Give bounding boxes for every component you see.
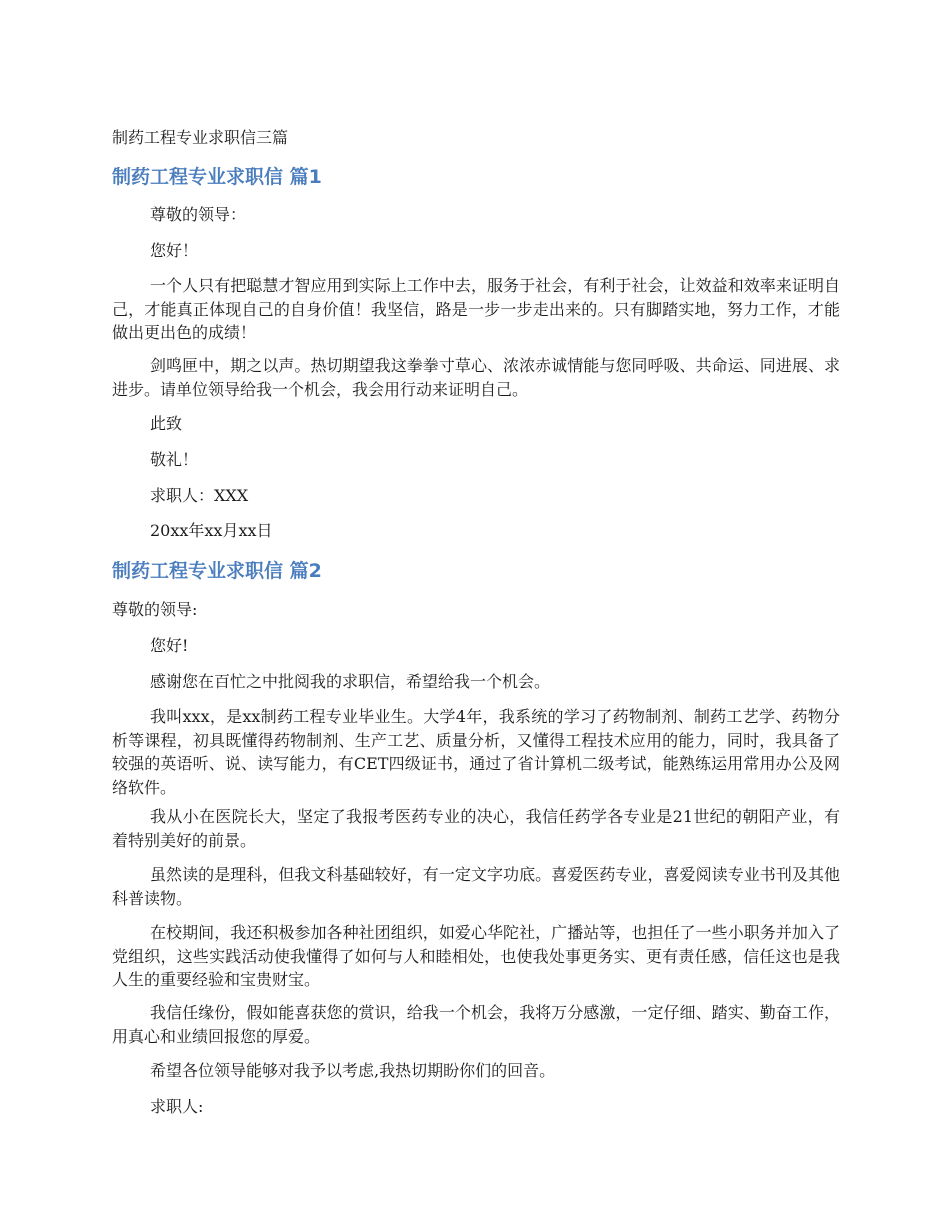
section-2-heading: 制药工程专业求职信 篇2 bbox=[112, 560, 322, 582]
section-1-signature: 求职人：XXX bbox=[150, 486, 249, 505]
section-1-salutation: 尊敬的领导： bbox=[150, 205, 247, 224]
section-2-signature: 求职人: bbox=[150, 1097, 204, 1116]
section-2-paragraph-7: 希望各位领导能够对我予以考虑,我热切期盼你们的回音。 bbox=[150, 1061, 556, 1080]
section-1-paragraph-2: 剑鸣匣中，期之以声。热切期望我这拳拳寸草心、浓浓赤诚情能与您同呼吸、共命运、同进展、求进步。请单位领导给我一个机会，我会用行动来证明自己。 bbox=[112, 356, 840, 399]
section-1-closing-1: 此致 bbox=[150, 414, 183, 433]
section-1-closing-2: 敬礼！ bbox=[150, 450, 199, 469]
section-1-date: 20xx年xx月xx日 bbox=[150, 521, 273, 540]
section-2-paragraph-2: 我叫xxx，是xx制药工程专业毕业生。大学4年，我系统的学习了药物制剂、制药工艺学、药物分析等课程，初具既懂得药物制剂、生产工艺、质量分析，又懂得工程技术应用的能力，同时，我具备了较强的英语听、说、读写能力，有CET四级证书，通过了省计算机二级考试，能熟练运用常用办公及网络软件。 bbox=[112, 707, 840, 797]
section-1-heading: 制药工程专业求职信 篇1 bbox=[112, 166, 322, 188]
section-1-greeting: 您好！ bbox=[150, 241, 199, 260]
section-2-paragraph-6: 我信任缘份，假如能喜获您的赏识，给我一个机会，我将万分感激，一定仔细、踏实、勤奋工作，用真心和业绩回报您的厚爱。 bbox=[112, 1003, 840, 1046]
section-2-paragraph-1: 感谢您在百忙之中批阅我的求职信，希望给我一个机会。 bbox=[150, 672, 551, 691]
section-2-paragraph-5: 在校期间，我还积极参加各种社团组织，如爱心华陀社，广播站等，也担任了一些小职务并加入了党组织，这些实践活动使我懂得了如何与人和睦相处，也使我处事更务实、更有责任感，信任这也是我人生的重要经验和宝贵财宝。 bbox=[112, 923, 840, 989]
document-title: 制药工程专业求职信三篇 bbox=[112, 128, 289, 147]
section-2-greeting: 您好! bbox=[150, 636, 189, 655]
section-1-paragraph-1: 一个人只有把聪慧才智应用到实际上工作中去，服务于社会，有利于社会，让效益和效率来证明自己，才能真正体现自己的自身价值！我坚信，路是一步一步走出来的。只有脚踏实地，努力工作，才能做出更出色的成绩！ bbox=[112, 276, 840, 342]
section-2-paragraph-3: 我从小在医院长大，坚定了我报考医药专业的决心，我信任药学各专业是21世纪的朝阳产业，有着特别美好的前景。 bbox=[112, 807, 840, 850]
section-2-salutation: 尊敬的领导: bbox=[112, 600, 198, 619]
section-2-paragraph-4: 虽然读的是理科，但我文科基础较好，有一定文字功底。喜爱医药专业，喜爱阅读专业书刊及其他科普读物。 bbox=[112, 865, 840, 908]
